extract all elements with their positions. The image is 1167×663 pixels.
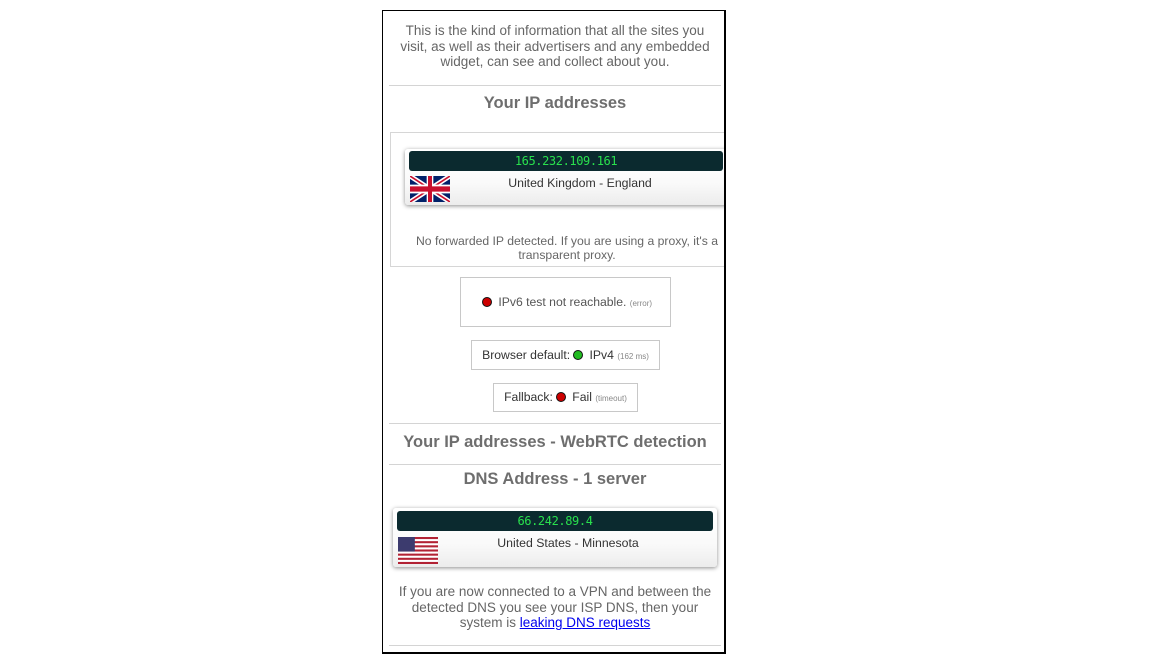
ip-card bbox=[405, 149, 726, 205]
forwarded-ip-note: No forwarded IP detected. If you are using a proxy, it's a transparent proxy. bbox=[416, 234, 718, 262]
red-status-dot-icon bbox=[556, 392, 566, 402]
divider bbox=[389, 645, 721, 646]
dns-section-heading: DNS Address - 1 server bbox=[463, 470, 647, 488]
dns-leak-note-text: If you are now connected to a VPN and between the detected DNS you see your ISP DNS, then your system is bbox=[398, 584, 712, 630]
divider bbox=[389, 85, 721, 86]
ip-section-heading: Your IP addresses bbox=[483, 94, 627, 112]
content-panel bbox=[382, 10, 726, 654]
dns-address-display[interactable]: 66.242.89.4 bbox=[397, 511, 713, 531]
fallback-box bbox=[493, 383, 638, 412]
uk-flag-icon bbox=[410, 176, 450, 202]
red-status-dot-icon bbox=[482, 297, 492, 307]
webrtc-heading: Your IP addresses - WebRTC detection bbox=[403, 433, 707, 451]
divider bbox=[389, 423, 721, 424]
fallback-value: Fail bbox=[572, 390, 592, 404]
divider bbox=[389, 464, 721, 465]
fallback-detail: (timeout) bbox=[595, 394, 627, 403]
dns-leak-note bbox=[391, 584, 719, 631]
ip-location: United Kingdom - England bbox=[508, 176, 652, 190]
intro-text: This is the kind of information that all the sites you visit, as well as their advertisers and any embedded widget, can see and collect about you. bbox=[400, 23, 710, 69]
browser-default-value: IPv4 bbox=[589, 348, 614, 362]
ip-address-display[interactable]: 165.232.109.161 bbox=[409, 151, 723, 171]
dns-card bbox=[393, 508, 717, 567]
browser-default-detail: (162 ms) bbox=[617, 352, 649, 361]
ip-address-box bbox=[390, 132, 726, 267]
ipv6-test-detail: (error) bbox=[629, 299, 653, 308]
browser-default-box bbox=[471, 340, 660, 370]
dns-location: United States - Minnesota bbox=[497, 536, 639, 550]
green-status-dot-icon bbox=[573, 350, 583, 360]
browser-default-prefix: Browser default: bbox=[482, 348, 571, 362]
leaking-dns-link[interactable]: leaking DNS requests bbox=[519, 615, 651, 630]
ipv6-test-label: IPv6 test not reachable. bbox=[498, 295, 627, 309]
fallback-prefix: Fallback: bbox=[504, 390, 553, 404]
us-flag-icon bbox=[398, 537, 438, 564]
ipv6-test-box bbox=[460, 277, 671, 327]
